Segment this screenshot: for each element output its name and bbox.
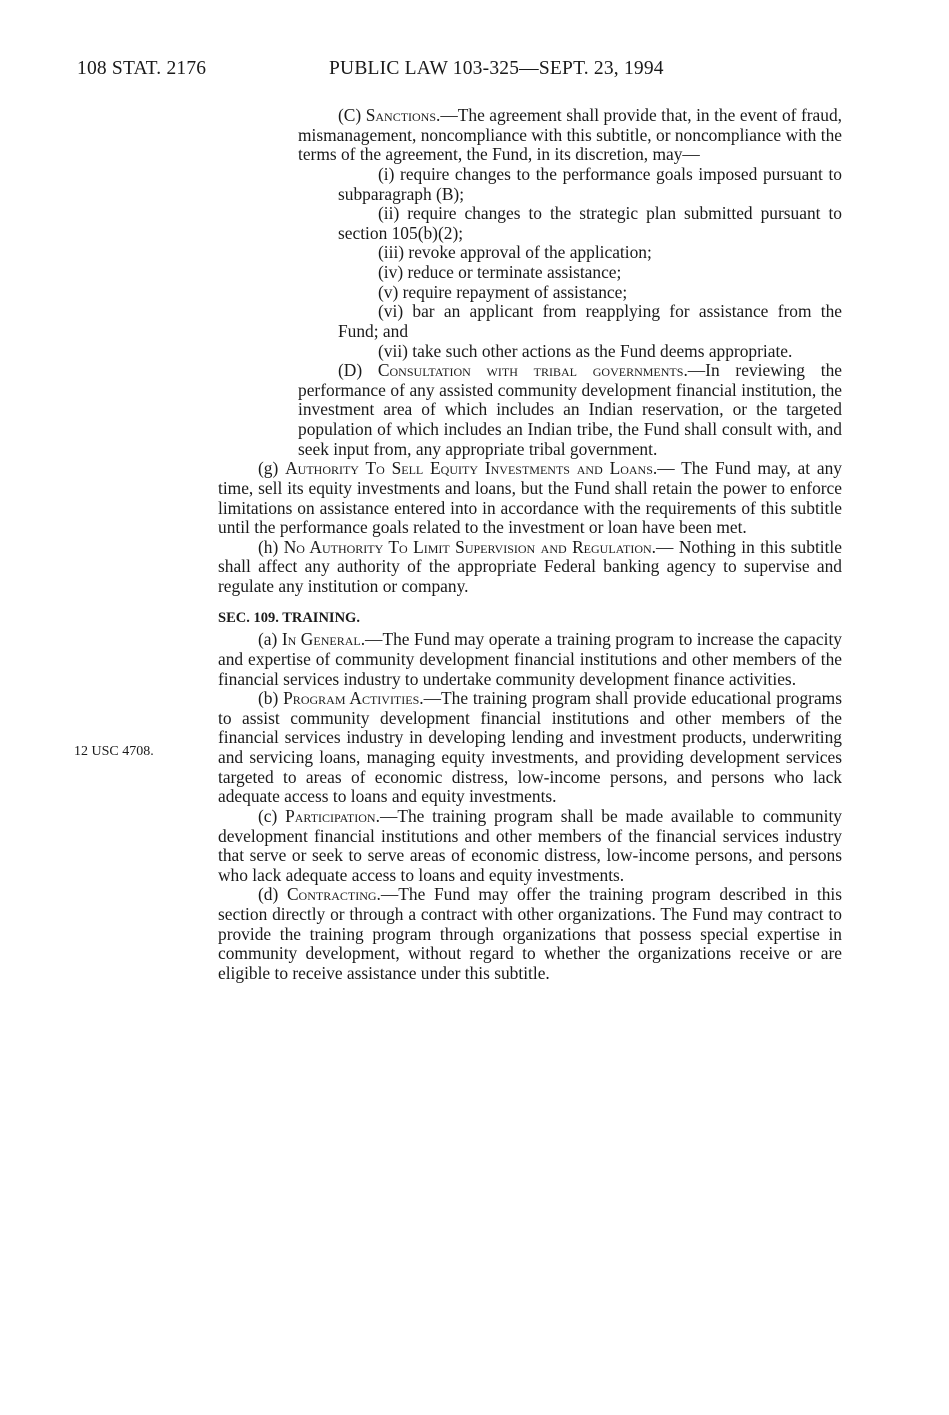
subsection-h-no-authority (218, 538, 842, 597)
subsection-text: .— The Fund may, at any time, sell its equity investments and loans, but the Fund shall retain the power to enforce limitations on assistance entered into in accordance with the requirements of this subtitle until the performance goals related to the investment or loan have been met. (218, 458, 842, 538)
subsection-b-program-activities (218, 689, 842, 807)
paragraph-title: Sanctions (365, 105, 437, 125)
subsection-label: (g) (258, 458, 286, 479)
subsection-text: .—The Fund may offer the training program described in this section directly or through a contract with other organizations. The Fund may contract to provide the training program through organizations that possess special expertise in community development, without regard to whether the organizations receive or are eligible to receive assistance under this subtitle. (218, 884, 842, 983)
subsection-text: .—The Fund may operate a training program to increase the capacity and expertise of community development financial institutions and other members of the financial services industry to undertake community development finance activities. (218, 629, 842, 689)
subsection-text: .— Nothing in this subtitle shall affect any authority of the appropriate Federal banking agency to supervise and regulate any institution or company. (218, 536, 842, 596)
subsection-text: .—The training program shall be made available to community development financial institutions and other members of the financial services industry that serve or seek to serve areas of economic distress, low-income persons, and persons who lack adequate access to loans and equity investments. (218, 805, 842, 885)
subitem-vi: (vi) bar an applicant from reapplying for assistance from the Fund; and (338, 301, 842, 341)
subsection-label: (h) (258, 536, 284, 557)
subsection-title: Program Activities (283, 688, 420, 709)
subsection-title: Contracting (286, 884, 377, 905)
subitem-v: (v) require repayment of assistance; (378, 281, 628, 302)
paragraph-label: (C) (338, 105, 366, 125)
paragraph-label: (D) (338, 360, 378, 381)
paragraph-d-consultation (298, 361, 842, 459)
subsection-label: (a) (258, 629, 282, 650)
subsection-title: No Authority To Limit Supervision and Regulation (283, 536, 652, 557)
subitem-ii: (ii) require changes to the strategic plan submitted pursuant to section 105(b)(2); (338, 203, 842, 243)
subsection-c-participation (218, 807, 842, 886)
subsection-a-in-general (218, 630, 842, 689)
usc-margin-note: 12 USC 4708. (74, 744, 154, 759)
subitem-vii: (vii) take such other actions as the Fund deems appropriate. (378, 340, 793, 361)
subsection-title: In General (281, 629, 361, 650)
public-law-header: PUBLIC LAW 103-325—SEPT. 23, 1994 (329, 58, 664, 79)
subsection-title: Participation (285, 805, 376, 826)
paragraph-text: .—In reviewing the performance of any assisted community development financial institution, the investment area of which includes an Indian reservation, or the targeted population of which includes an Indian tribe, the Fund shall consult with, and seek input from, any appropriate tribal government. (298, 360, 842, 459)
subitem-i: (i) require changes to the performance goals imposed pursuant to subparagraph (B); (338, 163, 842, 204)
section-heading: SEC. 109. TRAINING. (218, 609, 360, 626)
document-body (218, 106, 842, 984)
subsection-title: Authority To Sell Equity Investments and Loans (285, 458, 653, 479)
subsection-label: (b) (258, 688, 284, 709)
subsection-text: .—The training program shall provide educational programs to assist community development financial institutions and other members of the financial services industry in developing lending and investment products, underwriting and servicing loans, managing equity investments, and providing development services targeted to areas of economic distress, low-income persons, and persons who lack adequate access to loans and equity investments. (218, 688, 842, 807)
paragraph-title: Consultation with tribal governments (377, 360, 684, 381)
subsection-g-authority-to-sell (218, 459, 842, 538)
subitem-iv: (iv) reduce or terminate assistance; (378, 262, 622, 282)
paragraph-c-sanctions (298, 106, 842, 165)
subsection-label: (c) (258, 805, 286, 826)
subsection-d-contracting (218, 885, 842, 983)
subsection-label: (d) (258, 884, 287, 905)
subitem-iii: (iii) revoke approval of the application; (378, 242, 652, 263)
paragraph-text: .—The agreement shall provide that, in the event of fraud, mismanagement, noncompliance with this subtitle, or noncompliance with the terms of the agreement, the Fund, in its discretion, may— (298, 105, 843, 165)
stat-citation: 108 STAT. 2176 (77, 58, 207, 79)
